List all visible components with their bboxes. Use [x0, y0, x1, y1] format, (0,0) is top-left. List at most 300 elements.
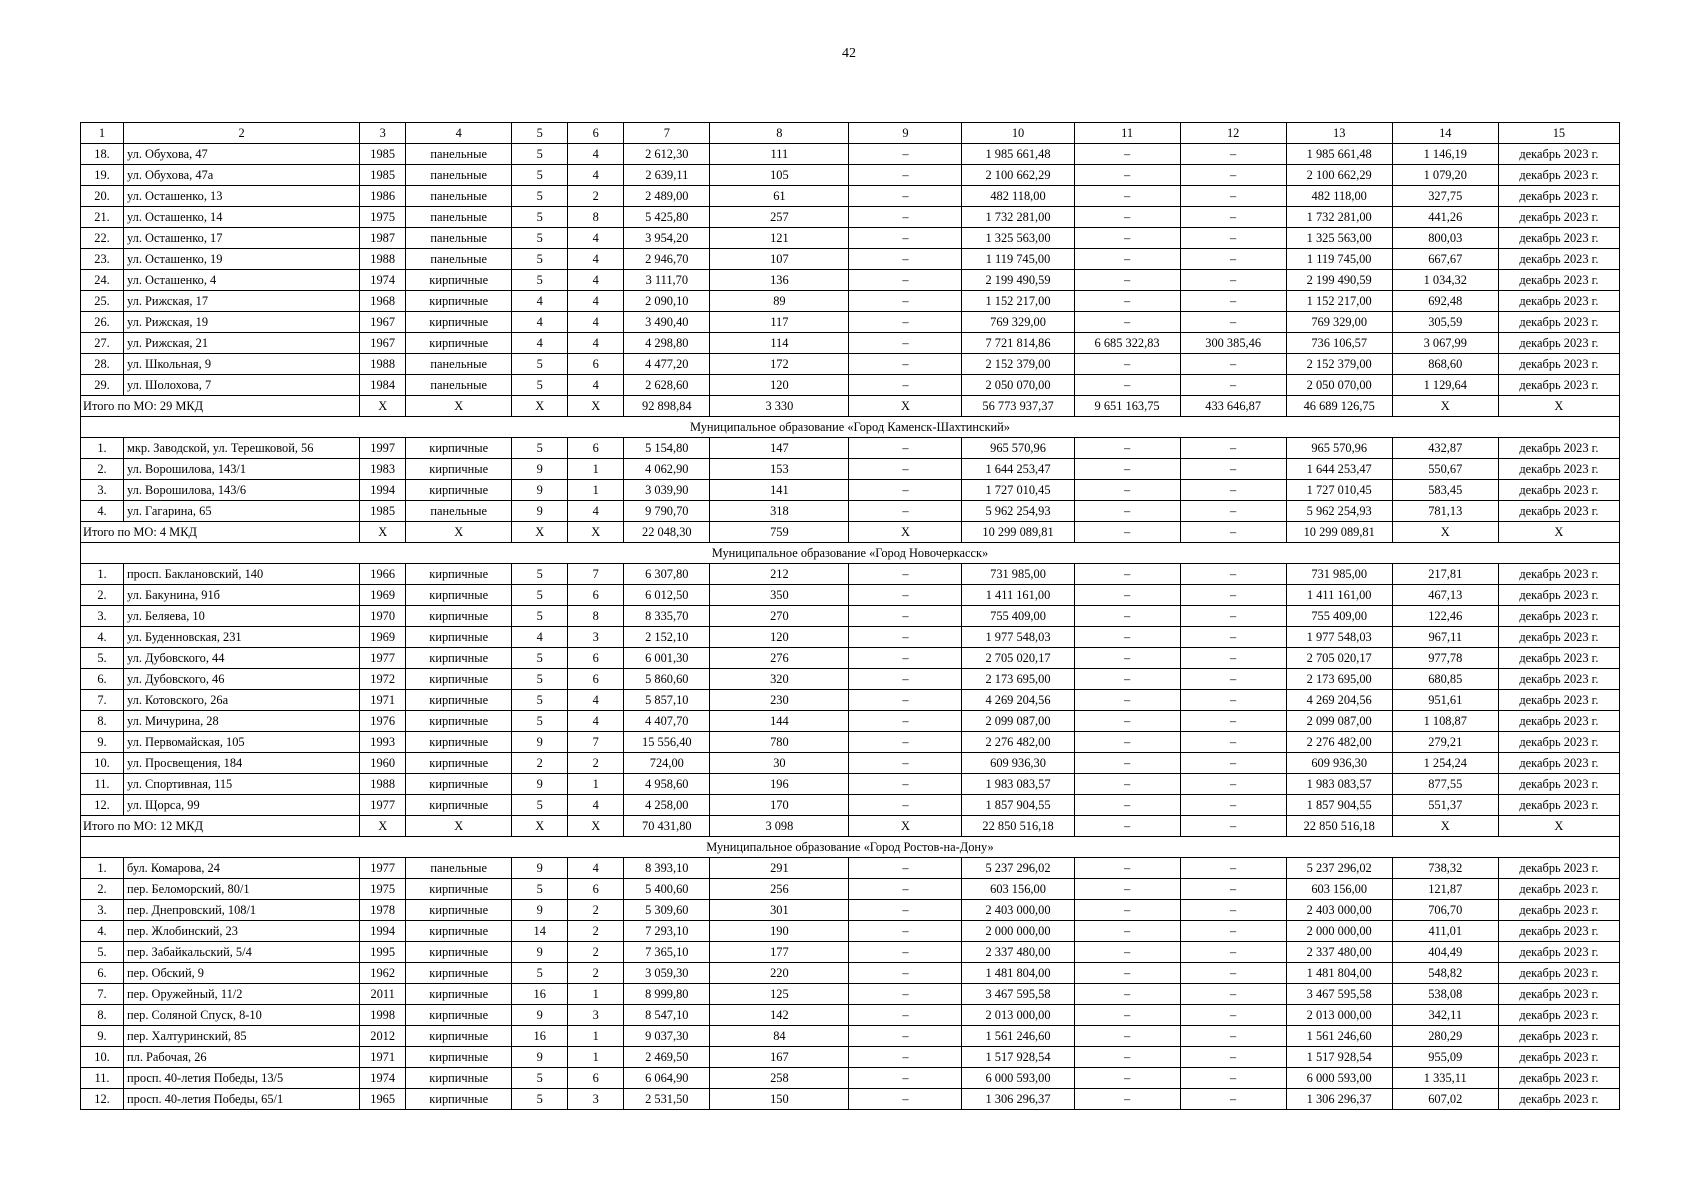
table-cell: 603 156,00	[1286, 879, 1392, 900]
table-row	[81, 606, 1620, 627]
table-cell: 120	[710, 375, 849, 396]
table-cell: –	[1180, 438, 1286, 459]
table-cell: декабрь 2023 г.	[1498, 921, 1619, 942]
table-cell: –	[1180, 963, 1286, 984]
address-cell: ул. Спортивная, 115	[124, 774, 360, 795]
subtotal-cell: X	[568, 396, 624, 417]
table-cell: 467,13	[1392, 585, 1498, 606]
table-cell: –	[1180, 921, 1286, 942]
table-cell: панельные	[406, 858, 512, 879]
table-cell: –	[849, 879, 962, 900]
table-cell: декабрь 2023 г.	[1498, 585, 1619, 606]
table-cell: 1986	[360, 186, 406, 207]
table-cell: 5	[512, 144, 568, 165]
table-cell: декабрь 2023 г.	[1498, 942, 1619, 963]
address-cell: просп. Баклановский, 140	[124, 564, 360, 585]
table-cell: кирпичные	[406, 942, 512, 963]
table-cell: –	[849, 627, 962, 648]
table-cell: 3.	[81, 900, 124, 921]
table-cell: 256	[710, 879, 849, 900]
table-cell: –	[849, 564, 962, 585]
table-cell: 8	[568, 606, 624, 627]
table-cell: 607,02	[1392, 1089, 1498, 1110]
table-row	[81, 291, 1620, 312]
subtotal-cell: X	[568, 522, 624, 543]
table-cell: –	[1180, 690, 1286, 711]
subtotal-cell: 56 773 937,37	[962, 396, 1074, 417]
table-cell: 1 561 246,60	[962, 1026, 1074, 1047]
table-cell: 212	[710, 564, 849, 585]
table-row	[81, 774, 1620, 795]
table-cell: 6 064,90	[624, 1068, 710, 1089]
table-cell: –	[1180, 564, 1286, 585]
table-cell: –	[1074, 291, 1180, 312]
table-cell: 769 329,00	[1286, 312, 1392, 333]
table-row	[81, 732, 1620, 753]
address-cell: пер. Обский, 9	[124, 963, 360, 984]
table-cell: 291	[710, 858, 849, 879]
subtotal-cell: X	[568, 816, 624, 837]
table-cell: –	[1074, 585, 1180, 606]
table-cell: кирпичные	[406, 963, 512, 984]
subtotal-cell: 46 689 126,75	[1286, 396, 1392, 417]
table-cell: –	[1074, 1026, 1180, 1047]
table-cell: –	[1180, 249, 1286, 270]
table-cell: 2 705 020,17	[962, 648, 1074, 669]
table-cell: 1962	[360, 963, 406, 984]
table-cell: 136	[710, 270, 849, 291]
table-cell: 551,37	[1392, 795, 1498, 816]
table-cell: кирпичные	[406, 921, 512, 942]
address-cell: просп. 40-летия Победы, 65/1	[124, 1089, 360, 1110]
table-cell: 8 335,70	[624, 606, 710, 627]
table-cell: 1 129,64	[1392, 375, 1498, 396]
table-cell: 147	[710, 438, 849, 459]
table-cell: 1967	[360, 312, 406, 333]
table-cell: 692,48	[1392, 291, 1498, 312]
table-cell: 2 469,50	[624, 1047, 710, 1068]
table-cell: –	[1074, 732, 1180, 753]
column-number-header: 10	[962, 123, 1074, 144]
table-cell: 3 111,70	[624, 270, 710, 291]
table-cell: –	[1180, 648, 1286, 669]
table-cell: –	[1074, 1089, 1180, 1110]
table-cell: декабрь 2023 г.	[1498, 1005, 1619, 1026]
table-cell: 9	[512, 858, 568, 879]
table-cell: –	[1180, 144, 1286, 165]
table-cell: 1	[568, 480, 624, 501]
table-cell: 877,55	[1392, 774, 1498, 795]
address-cell: ул. Дубовского, 46	[124, 669, 360, 690]
table-cell: –	[1180, 501, 1286, 522]
table-row	[81, 480, 1620, 501]
column-number-header: 8	[710, 123, 849, 144]
address-cell: ул. Щорса, 99	[124, 795, 360, 816]
table-cell: 3.	[81, 480, 124, 501]
table-cell: 342,11	[1392, 1005, 1498, 1026]
table-cell: 5 425,80	[624, 207, 710, 228]
table-cell: 6.	[81, 963, 124, 984]
table-cell: 5 237 296,02	[962, 858, 1074, 879]
table-cell: 327,75	[1392, 186, 1498, 207]
table-cell: 276	[710, 648, 849, 669]
table-cell: 6	[568, 585, 624, 606]
table-cell: 25.	[81, 291, 124, 312]
column-number-header: 11	[1074, 123, 1180, 144]
table-cell: –	[849, 900, 962, 921]
table-cell: –	[1180, 228, 1286, 249]
address-cell: пер. Оружейный, 11/2	[124, 984, 360, 1005]
table-cell: 5 400,60	[624, 879, 710, 900]
table-cell: 3 467 595,58	[962, 984, 1074, 1005]
table-cell: 2 946,70	[624, 249, 710, 270]
table-cell: 755 409,00	[962, 606, 1074, 627]
table-cell: 1 254,24	[1392, 753, 1498, 774]
table-cell: 4	[568, 795, 624, 816]
subtotal-label: Итого по МО: 4 МКД	[81, 522, 360, 543]
table-cell: –	[849, 921, 962, 942]
table-cell: 19.	[81, 165, 124, 186]
table-cell: 4 062,90	[624, 459, 710, 480]
table-cell: 538,08	[1392, 984, 1498, 1005]
table-cell: 2.	[81, 585, 124, 606]
table-cell: 1985	[360, 144, 406, 165]
table-cell: 4	[568, 291, 624, 312]
subtotal-cell: 9 651 163,75	[1074, 396, 1180, 417]
table-cell: 4	[512, 627, 568, 648]
table-cell: –	[849, 354, 962, 375]
table-row	[81, 942, 1620, 963]
table-cell: 1994	[360, 480, 406, 501]
table-cell: –	[849, 669, 962, 690]
table-cell: кирпичные	[406, 648, 512, 669]
column-number-header: 9	[849, 123, 962, 144]
table-cell: 144	[710, 711, 849, 732]
subtotal-cell: X	[1498, 522, 1619, 543]
table-cell: 15 556,40	[624, 732, 710, 753]
table-cell: 2 403 000,00	[1286, 900, 1392, 921]
table-cell: кирпичные	[406, 774, 512, 795]
subtotal-cell: –	[1180, 816, 1286, 837]
table-cell: –	[1180, 1026, 1286, 1047]
table-cell: 6 000 593,00	[962, 1068, 1074, 1089]
address-cell: ул. Дубовского, 44	[124, 648, 360, 669]
table-cell: 4	[568, 333, 624, 354]
table-cell: 2 000 000,00	[962, 921, 1074, 942]
table-cell: 9	[512, 732, 568, 753]
table-cell: 6	[568, 438, 624, 459]
table-cell: 150	[710, 1089, 849, 1110]
table-cell: декабрь 2023 г.	[1498, 480, 1619, 501]
table-cell: 105	[710, 165, 849, 186]
table-cell: –	[1180, 186, 1286, 207]
address-cell: ул. Ворошилова, 143/1	[124, 459, 360, 480]
table-cell: –	[849, 606, 962, 627]
table-cell: 121	[710, 228, 849, 249]
table-cell: –	[849, 942, 962, 963]
table-cell: 24.	[81, 270, 124, 291]
table-cell: –	[1074, 753, 1180, 774]
table-cell: 22.	[81, 228, 124, 249]
table-row	[81, 1047, 1620, 1068]
table-cell: 4.	[81, 627, 124, 648]
table-cell: 5	[512, 1089, 568, 1110]
table-cell: 1 108,87	[1392, 711, 1498, 732]
table-cell: кирпичные	[406, 585, 512, 606]
table-cell: 141	[710, 480, 849, 501]
table-cell: декабрь 2023 г.	[1498, 711, 1619, 732]
table-cell: 2.	[81, 879, 124, 900]
table-cell: –	[1074, 1068, 1180, 1089]
table-cell: –	[849, 291, 962, 312]
table-cell: 4	[512, 312, 568, 333]
table-cell: кирпичные	[406, 627, 512, 648]
table-cell: 6	[568, 648, 624, 669]
table-cell: 6 685 322,83	[1074, 333, 1180, 354]
subtotal-cell: X	[1498, 816, 1619, 837]
table-cell: 3 954,20	[624, 228, 710, 249]
table-cell: 2 100 662,29	[1286, 165, 1392, 186]
table-cell: 1975	[360, 207, 406, 228]
table-cell: 12.	[81, 1089, 124, 1110]
table-row	[81, 879, 1620, 900]
table-cell: –	[849, 459, 962, 480]
table-cell: декабрь 2023 г.	[1498, 690, 1619, 711]
table-cell: 5 309,60	[624, 900, 710, 921]
address-cell: пер. Халтуринский, 85	[124, 1026, 360, 1047]
table-cell: 5 237 296,02	[1286, 858, 1392, 879]
table-cell: 8 547,10	[624, 1005, 710, 1026]
table-body	[81, 123, 1620, 1110]
table-cell: декабрь 2023 г.	[1498, 354, 1619, 375]
table-cell: 1977	[360, 648, 406, 669]
table-row	[81, 1026, 1620, 1047]
table-cell: 1 146,19	[1392, 144, 1498, 165]
table-cell: декабрь 2023 г.	[1498, 900, 1619, 921]
table-cell: кирпичные	[406, 270, 512, 291]
table-cell: 7 365,10	[624, 942, 710, 963]
table-cell: –	[849, 270, 962, 291]
subtotal-cell: X	[406, 396, 512, 417]
table-cell: 780	[710, 732, 849, 753]
table-cell: декабрь 2023 г.	[1498, 270, 1619, 291]
table-cell: декабрь 2023 г.	[1498, 963, 1619, 984]
table-cell: 2 099 087,00	[962, 711, 1074, 732]
table-cell: 4 477,20	[624, 354, 710, 375]
table-cell: 2 152,10	[624, 627, 710, 648]
table-cell: 279,21	[1392, 732, 1498, 753]
table-cell: 1970	[360, 606, 406, 627]
table-cell: декабрь 2023 г.	[1498, 1089, 1619, 1110]
table-cell: 18.	[81, 144, 124, 165]
table-cell: –	[1074, 963, 1180, 984]
table-cell: 2 013 000,00	[962, 1005, 1074, 1026]
table-cell: 1 411 161,00	[962, 585, 1074, 606]
table-cell: 955,09	[1392, 1047, 1498, 1068]
table-cell: –	[1074, 774, 1180, 795]
table-cell: 1 857 904,55	[1286, 795, 1392, 816]
table-cell: кирпичные	[406, 564, 512, 585]
table-cell: 2 152 379,00	[1286, 354, 1392, 375]
table-cell: 9.	[81, 1026, 124, 1047]
table-row	[81, 858, 1620, 879]
column-number-header: 15	[1498, 123, 1619, 144]
table-cell: панельные	[406, 249, 512, 270]
table-cell: декабрь 2023 г.	[1498, 564, 1619, 585]
table-cell: 1 561 246,60	[1286, 1026, 1392, 1047]
table-cell: –	[1074, 501, 1180, 522]
table-cell: 8.	[81, 1005, 124, 1026]
address-cell: ул. Обухова, 47	[124, 144, 360, 165]
table-cell: 1968	[360, 291, 406, 312]
table-cell: 1975	[360, 879, 406, 900]
table-cell: 1969	[360, 627, 406, 648]
table-cell: 967,11	[1392, 627, 1498, 648]
column-number-header: 14	[1392, 123, 1498, 144]
table-row	[81, 270, 1620, 291]
subtotal-cell: 3 330	[710, 396, 849, 417]
table-cell: кирпичные	[406, 1047, 512, 1068]
table-cell: 2 173 695,00	[1286, 669, 1392, 690]
table-cell: –	[1180, 984, 1286, 1005]
table-cell: 30	[710, 753, 849, 774]
table-cell: декабрь 2023 г.	[1498, 627, 1619, 648]
table-cell: декабрь 2023 г.	[1498, 459, 1619, 480]
table-cell: –	[849, 984, 962, 1005]
table-cell: 120	[710, 627, 849, 648]
table-cell: –	[1180, 774, 1286, 795]
subtotal-cell: X	[406, 522, 512, 543]
table-row	[81, 186, 1620, 207]
table-cell: 230	[710, 690, 849, 711]
table-cell: 1	[568, 984, 624, 1005]
table-cell: декабрь 2023 г.	[1498, 879, 1619, 900]
table-cell: 1 857 904,55	[962, 795, 1074, 816]
table-cell: 6.	[81, 669, 124, 690]
table-cell: –	[1180, 1068, 1286, 1089]
table-row	[81, 459, 1620, 480]
table-row	[81, 375, 1620, 396]
table-cell: 5 857,10	[624, 690, 710, 711]
table-cell: 1 727 010,45	[962, 480, 1074, 501]
table-row	[81, 333, 1620, 354]
table-cell: 4 269 204,56	[1286, 690, 1392, 711]
table-cell: 350	[710, 585, 849, 606]
table-cell: 5	[512, 564, 568, 585]
table-cell: 738,32	[1392, 858, 1498, 879]
table-cell: –	[1180, 627, 1286, 648]
table-cell: декабрь 2023 г.	[1498, 144, 1619, 165]
table-cell: панельные	[406, 375, 512, 396]
municipality-section-row	[81, 543, 1620, 564]
subtotal-cell: X	[360, 522, 406, 543]
table-cell: 5 154,80	[624, 438, 710, 459]
table-cell: 84	[710, 1026, 849, 1047]
table-cell: 5.	[81, 648, 124, 669]
subtotal-cell: X	[512, 396, 568, 417]
table-row	[81, 669, 1620, 690]
table-cell: 2 099 087,00	[1286, 711, 1392, 732]
column-number-header: 6	[568, 123, 624, 144]
table-cell: –	[1180, 795, 1286, 816]
table-cell: 6	[568, 669, 624, 690]
table-cell: 301	[710, 900, 849, 921]
table-cell: 16	[512, 984, 568, 1005]
table-cell: –	[1074, 1047, 1180, 1068]
table-cell: декабрь 2023 г.	[1498, 312, 1619, 333]
table-cell: 2 612,30	[624, 144, 710, 165]
table-cell: 1994	[360, 921, 406, 942]
table-cell: –	[1074, 480, 1180, 501]
table-cell: 2 531,50	[624, 1089, 710, 1110]
table-cell: 3 467 595,58	[1286, 984, 1392, 1005]
table-cell: 3 067,99	[1392, 333, 1498, 354]
table-cell: 1971	[360, 1047, 406, 1068]
table-cell: 9.	[81, 732, 124, 753]
subtotal-cell: X	[849, 522, 962, 543]
table-cell: 800,03	[1392, 228, 1498, 249]
table-cell: 2011	[360, 984, 406, 1005]
table-cell: кирпичные	[406, 879, 512, 900]
table-cell: 122,46	[1392, 606, 1498, 627]
subtotal-cell: 10 299 089,81	[1286, 522, 1392, 543]
table-cell: –	[849, 165, 962, 186]
subtotal-cell: –	[1074, 522, 1180, 543]
subtotal-cell: X	[1392, 816, 1498, 837]
municipality-title: Муниципальное образование «Город Ростов-на-Дону»	[81, 837, 1620, 858]
table-cell: 121,87	[1392, 879, 1498, 900]
table-cell: 2 276 482,00	[1286, 732, 1392, 753]
table-cell: 9	[512, 1047, 568, 1068]
table-cell: –	[1180, 942, 1286, 963]
table-cell: 4 298,80	[624, 333, 710, 354]
table-cell: 8 999,80	[624, 984, 710, 1005]
table-cell: 1 732 281,00	[962, 207, 1074, 228]
table-cell: 769 329,00	[962, 312, 1074, 333]
table-cell: 1 306 296,37	[962, 1089, 1074, 1110]
table-cell: 5	[512, 963, 568, 984]
address-cell: ул. Первомайская, 105	[124, 732, 360, 753]
address-cell: ул. Рижская, 21	[124, 333, 360, 354]
table-row	[81, 501, 1620, 522]
table-row	[81, 921, 1620, 942]
subtotal-cell: X	[849, 396, 962, 417]
subtotal-cell: X	[1498, 396, 1619, 417]
table-cell: 1966	[360, 564, 406, 585]
table-row	[81, 249, 1620, 270]
table-cell: 1977	[360, 858, 406, 879]
table-cell: кирпичные	[406, 669, 512, 690]
column-number-header: 13	[1286, 123, 1392, 144]
table-cell: 6	[568, 354, 624, 375]
table-cell: –	[1074, 249, 1180, 270]
table-cell: 482 118,00	[962, 186, 1074, 207]
subtotal-cell: 10 299 089,81	[962, 522, 1074, 543]
column-number-header: 3	[360, 123, 406, 144]
table-cell: 2	[568, 921, 624, 942]
table-cell: 6 001,30	[624, 648, 710, 669]
address-cell: ул. Мичурина, 28	[124, 711, 360, 732]
table-cell: 7	[568, 564, 624, 585]
table-cell: 1 079,20	[1392, 165, 1498, 186]
table-cell: –	[1180, 375, 1286, 396]
subtotal-cell: 22 850 516,18	[1286, 816, 1392, 837]
column-number-header: 12	[1180, 123, 1286, 144]
table-cell: –	[849, 648, 962, 669]
address-cell: пер. Забайкальский, 5/4	[124, 942, 360, 963]
page-number: 42	[842, 46, 856, 61]
table-cell: 5	[512, 228, 568, 249]
